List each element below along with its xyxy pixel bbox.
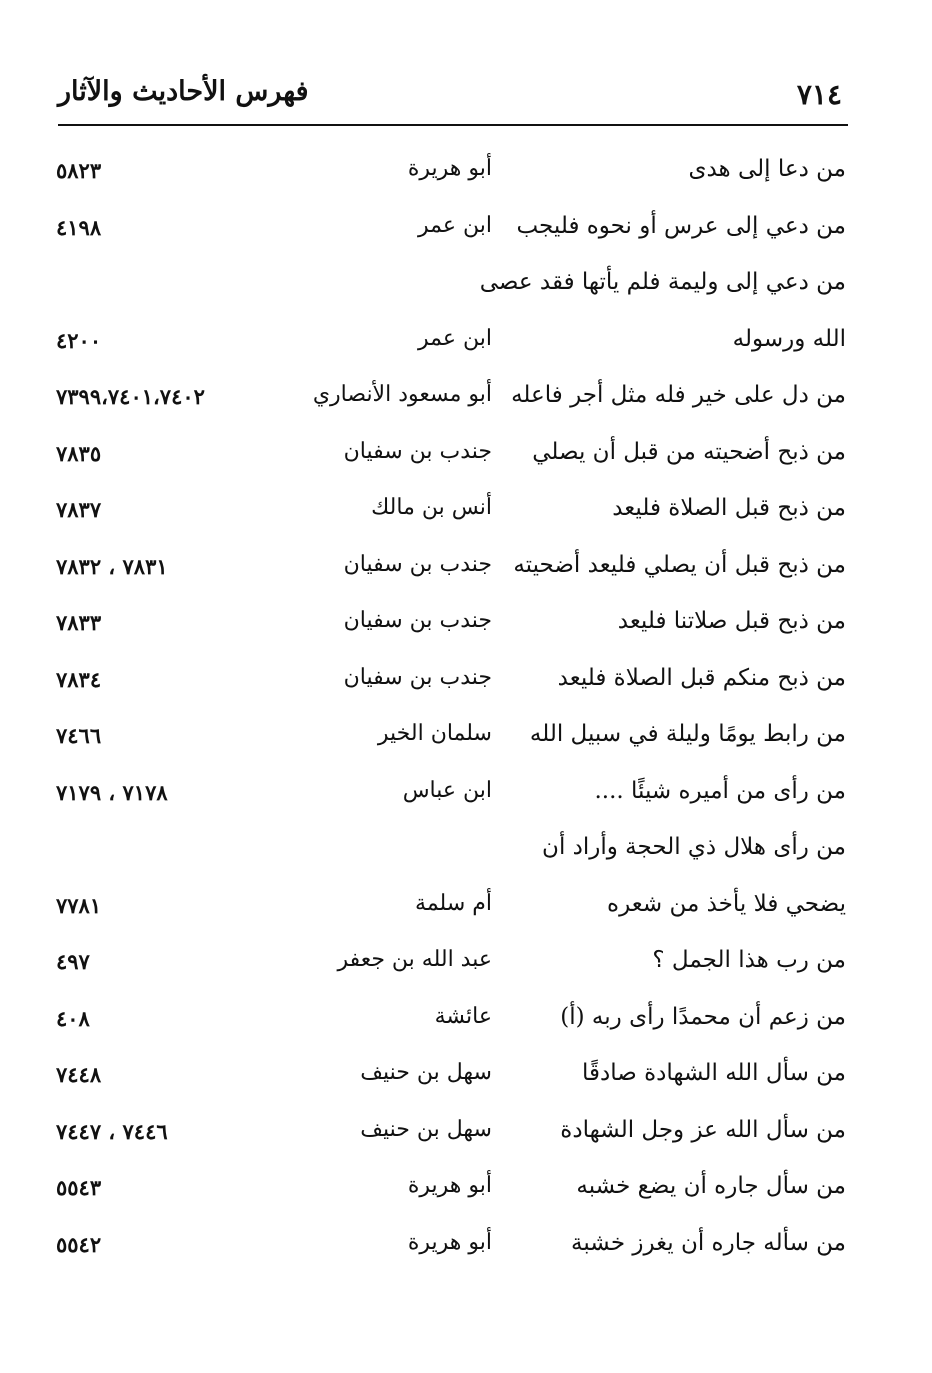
narrator: أم سلمة bbox=[415, 890, 492, 916]
narrator: أنس بن مالك bbox=[371, 495, 492, 520]
hadith-text: يضحي فلا يأخذ من شعره bbox=[607, 890, 846, 917]
running-title: فهرس الأحاديث والآثار bbox=[58, 76, 309, 107]
narrator: أبو هريرة bbox=[407, 1229, 492, 1255]
hadith-number: ٧٨٣٥ bbox=[56, 440, 102, 466]
index-row bbox=[0, 885, 932, 942]
index-row bbox=[0, 433, 932, 490]
index-row bbox=[0, 772, 932, 829]
hadith-text: من رأى هلال ذي الحجة وأراد أن bbox=[542, 834, 846, 860]
index-row bbox=[0, 998, 932, 1055]
narrator: جندب بن سفيان bbox=[343, 664, 492, 690]
narrator: أبو هريرة bbox=[407, 1173, 492, 1198]
hadith-number: ٧٧٨١ bbox=[56, 892, 102, 918]
index-row bbox=[0, 546, 932, 603]
narrator: ابن عمر bbox=[418, 212, 492, 238]
hadith-text: من ذبح قبل الصلاة فليعد bbox=[612, 495, 846, 521]
hadith-number: ٧١٧٨ ، ٧١٧٩ bbox=[56, 779, 168, 805]
index-row bbox=[0, 602, 932, 659]
narrator: جندب بن سفيان bbox=[343, 608, 492, 633]
hadith-number: ٧٣٩٩،٧٤٠١،٧٤٠٢ bbox=[56, 384, 205, 409]
narrator: سلمان الخير bbox=[377, 721, 492, 746]
hadith-number: ٥٨٢٣ bbox=[56, 158, 102, 183]
narrator: جندب بن سفيان bbox=[343, 438, 492, 464]
hadith-number: ٧٤٦٦ bbox=[56, 723, 102, 748]
index-row bbox=[0, 207, 932, 264]
hadith-text: من ذبح قبل أن يصلي فليعد أضحيته bbox=[513, 551, 846, 578]
index-row bbox=[0, 1111, 932, 1168]
header-rule bbox=[58, 124, 848, 126]
hadith-index-list bbox=[0, 150, 932, 1280]
narrator: جندب بن سفيان bbox=[343, 551, 492, 577]
hadith-text: من دعي إلى وليمة فلم يأتها فقد عصى bbox=[479, 269, 846, 295]
hadith-number: ٧٨٣٧ bbox=[56, 497, 102, 522]
index-row bbox=[0, 1167, 932, 1224]
hadith-number: ٤٢٠٠ bbox=[56, 327, 102, 353]
hadith-text: من ذبح منكم قبل الصلاة فليعد bbox=[557, 664, 846, 691]
hadith-number: ٧٤٤٨ bbox=[56, 1062, 102, 1087]
index-row bbox=[0, 263, 932, 320]
hadith-text: من رب هذا الجمل ؟ bbox=[652, 947, 846, 973]
hadith-text: من رابط يومًا وليلة في سبيل الله bbox=[529, 721, 846, 747]
page-header bbox=[58, 70, 848, 122]
hadith-text: الله ورسوله bbox=[732, 325, 846, 352]
hadith-text: من زعم أن محمدًا رأى ربه (أ) bbox=[560, 1003, 846, 1030]
narrator: عبد الله بن جعفر bbox=[337, 947, 492, 972]
narrator: سهل بن حنيف bbox=[360, 1116, 492, 1142]
index-row bbox=[0, 320, 932, 377]
hadith-text: من ذبح قبل صلاتنا فليعد bbox=[617, 608, 846, 634]
hadith-text: من دل على خير فله مثل أجر فاعله bbox=[511, 382, 846, 408]
hadith-number: ٤١٩٨ bbox=[56, 214, 102, 240]
index-row bbox=[0, 489, 932, 546]
hadith-text: من دعا إلى هدى bbox=[688, 156, 846, 182]
hadith-number: ٤٠٨ bbox=[56, 1005, 90, 1031]
narrator: سهل بن حنيف bbox=[360, 1060, 492, 1085]
index-row bbox=[0, 1224, 932, 1281]
index-row bbox=[0, 150, 932, 207]
hadith-number: ٧٨٣٣ bbox=[56, 610, 102, 635]
hadith-text: من ذبح أضحيته من قبل أن يصلي bbox=[532, 438, 846, 465]
page-number: ٧١٤ bbox=[796, 78, 842, 111]
hadith-number: ٥٥٤٢ bbox=[56, 1231, 102, 1257]
hadith-text: من سأل جاره أن يضع خشبه bbox=[576, 1173, 846, 1199]
index-row bbox=[0, 376, 932, 433]
index-row bbox=[0, 941, 932, 998]
hadith-number: ٧٨٣١ ، ٧٨٣٢ bbox=[56, 553, 168, 579]
hadith-text: من سأله جاره أن يغرز خشبة bbox=[571, 1229, 846, 1256]
hadith-number: ٤٩٧ bbox=[56, 949, 90, 974]
index-row bbox=[0, 828, 932, 885]
narrator: أبو مسعود الأنصاري bbox=[312, 382, 492, 407]
hadith-text: من رأى من أميره شيئًا .... bbox=[594, 777, 846, 804]
index-row bbox=[0, 715, 932, 772]
index-row bbox=[0, 659, 932, 716]
hadith-text: من دعي إلى عرس أو نحوه فليجب bbox=[516, 212, 846, 239]
hadith-number: ٧٨٣٤ bbox=[56, 666, 102, 692]
hadith-text: من سأل الله عز وجل الشهادة bbox=[560, 1116, 846, 1143]
hadith-text: من سأل الله الشهادة صادقًا bbox=[581, 1060, 846, 1086]
narrator: عائشة bbox=[434, 1003, 492, 1029]
index-row bbox=[0, 1054, 932, 1111]
hadith-number: ٥٥٤٣ bbox=[56, 1175, 102, 1200]
hadith-number: ٧٤٤٦ ، ٧٤٤٧ bbox=[56, 1118, 168, 1144]
narrator: أبو هريرة bbox=[407, 156, 492, 181]
narrator: ابن عمر bbox=[418, 325, 492, 351]
narrator: ابن عباس bbox=[402, 777, 492, 803]
